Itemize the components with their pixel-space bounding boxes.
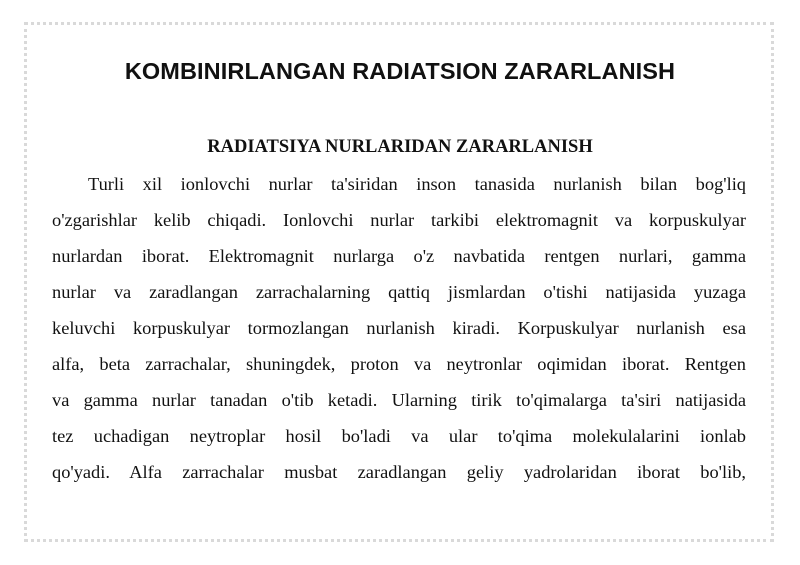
paragraph-line: keluvchi korpuskulyar tormozlangan nurlanish kiradi. Korpuskulyar nurlanish esa — [52, 318, 746, 338]
paragraph-line: Turli xil ionlovchi nurlar ta'siridan inson tanasida nurlanish bilan bog'liq — [88, 174, 746, 194]
section-heading: RADIATSIYA NURLARIDAN ZARARLANISH — [207, 137, 593, 157]
page-title: KOMBINIRLANGAN RADIATSION ZARARLANISH — [124, 58, 676, 84]
paragraph-line: nurlardan iborat. Elektromagnit nurlarga o'z navbatida rentgen nurlari, gamma — [52, 246, 746, 266]
paragraph-line: o'zgarishlar kelib chiqadi. Ionlovchi nurlar tarkibi elektromagnit va korpuskulyar — [52, 210, 746, 230]
body-paragraph — [52, 170, 746, 494]
paragraph-line: alfa, beta zarrachalar, shuningdek, proton va neytronlar oqimidan iborat. Rentgen — [52, 354, 746, 374]
paragraph-line: va gamma nurlar tanadan o'tib ketadi. Ularning tirik to'qimalarga ta'siri natijasida — [52, 390, 746, 410]
paragraph-line: qo'yadi. Alfa zarrachalar musbat zaradlangan geliy yadrolaridan iborat bo'lib, — [52, 462, 746, 482]
paragraph-line: tez uchadigan neytroplar hosil bo'ladi va ular to'qima molekulalarini ionlab — [52, 426, 746, 446]
paragraph-line: nurlar va zaradlangan zarrachalarning qattiq jismlardan o'tishi natijasida yuzaga — [52, 282, 746, 302]
